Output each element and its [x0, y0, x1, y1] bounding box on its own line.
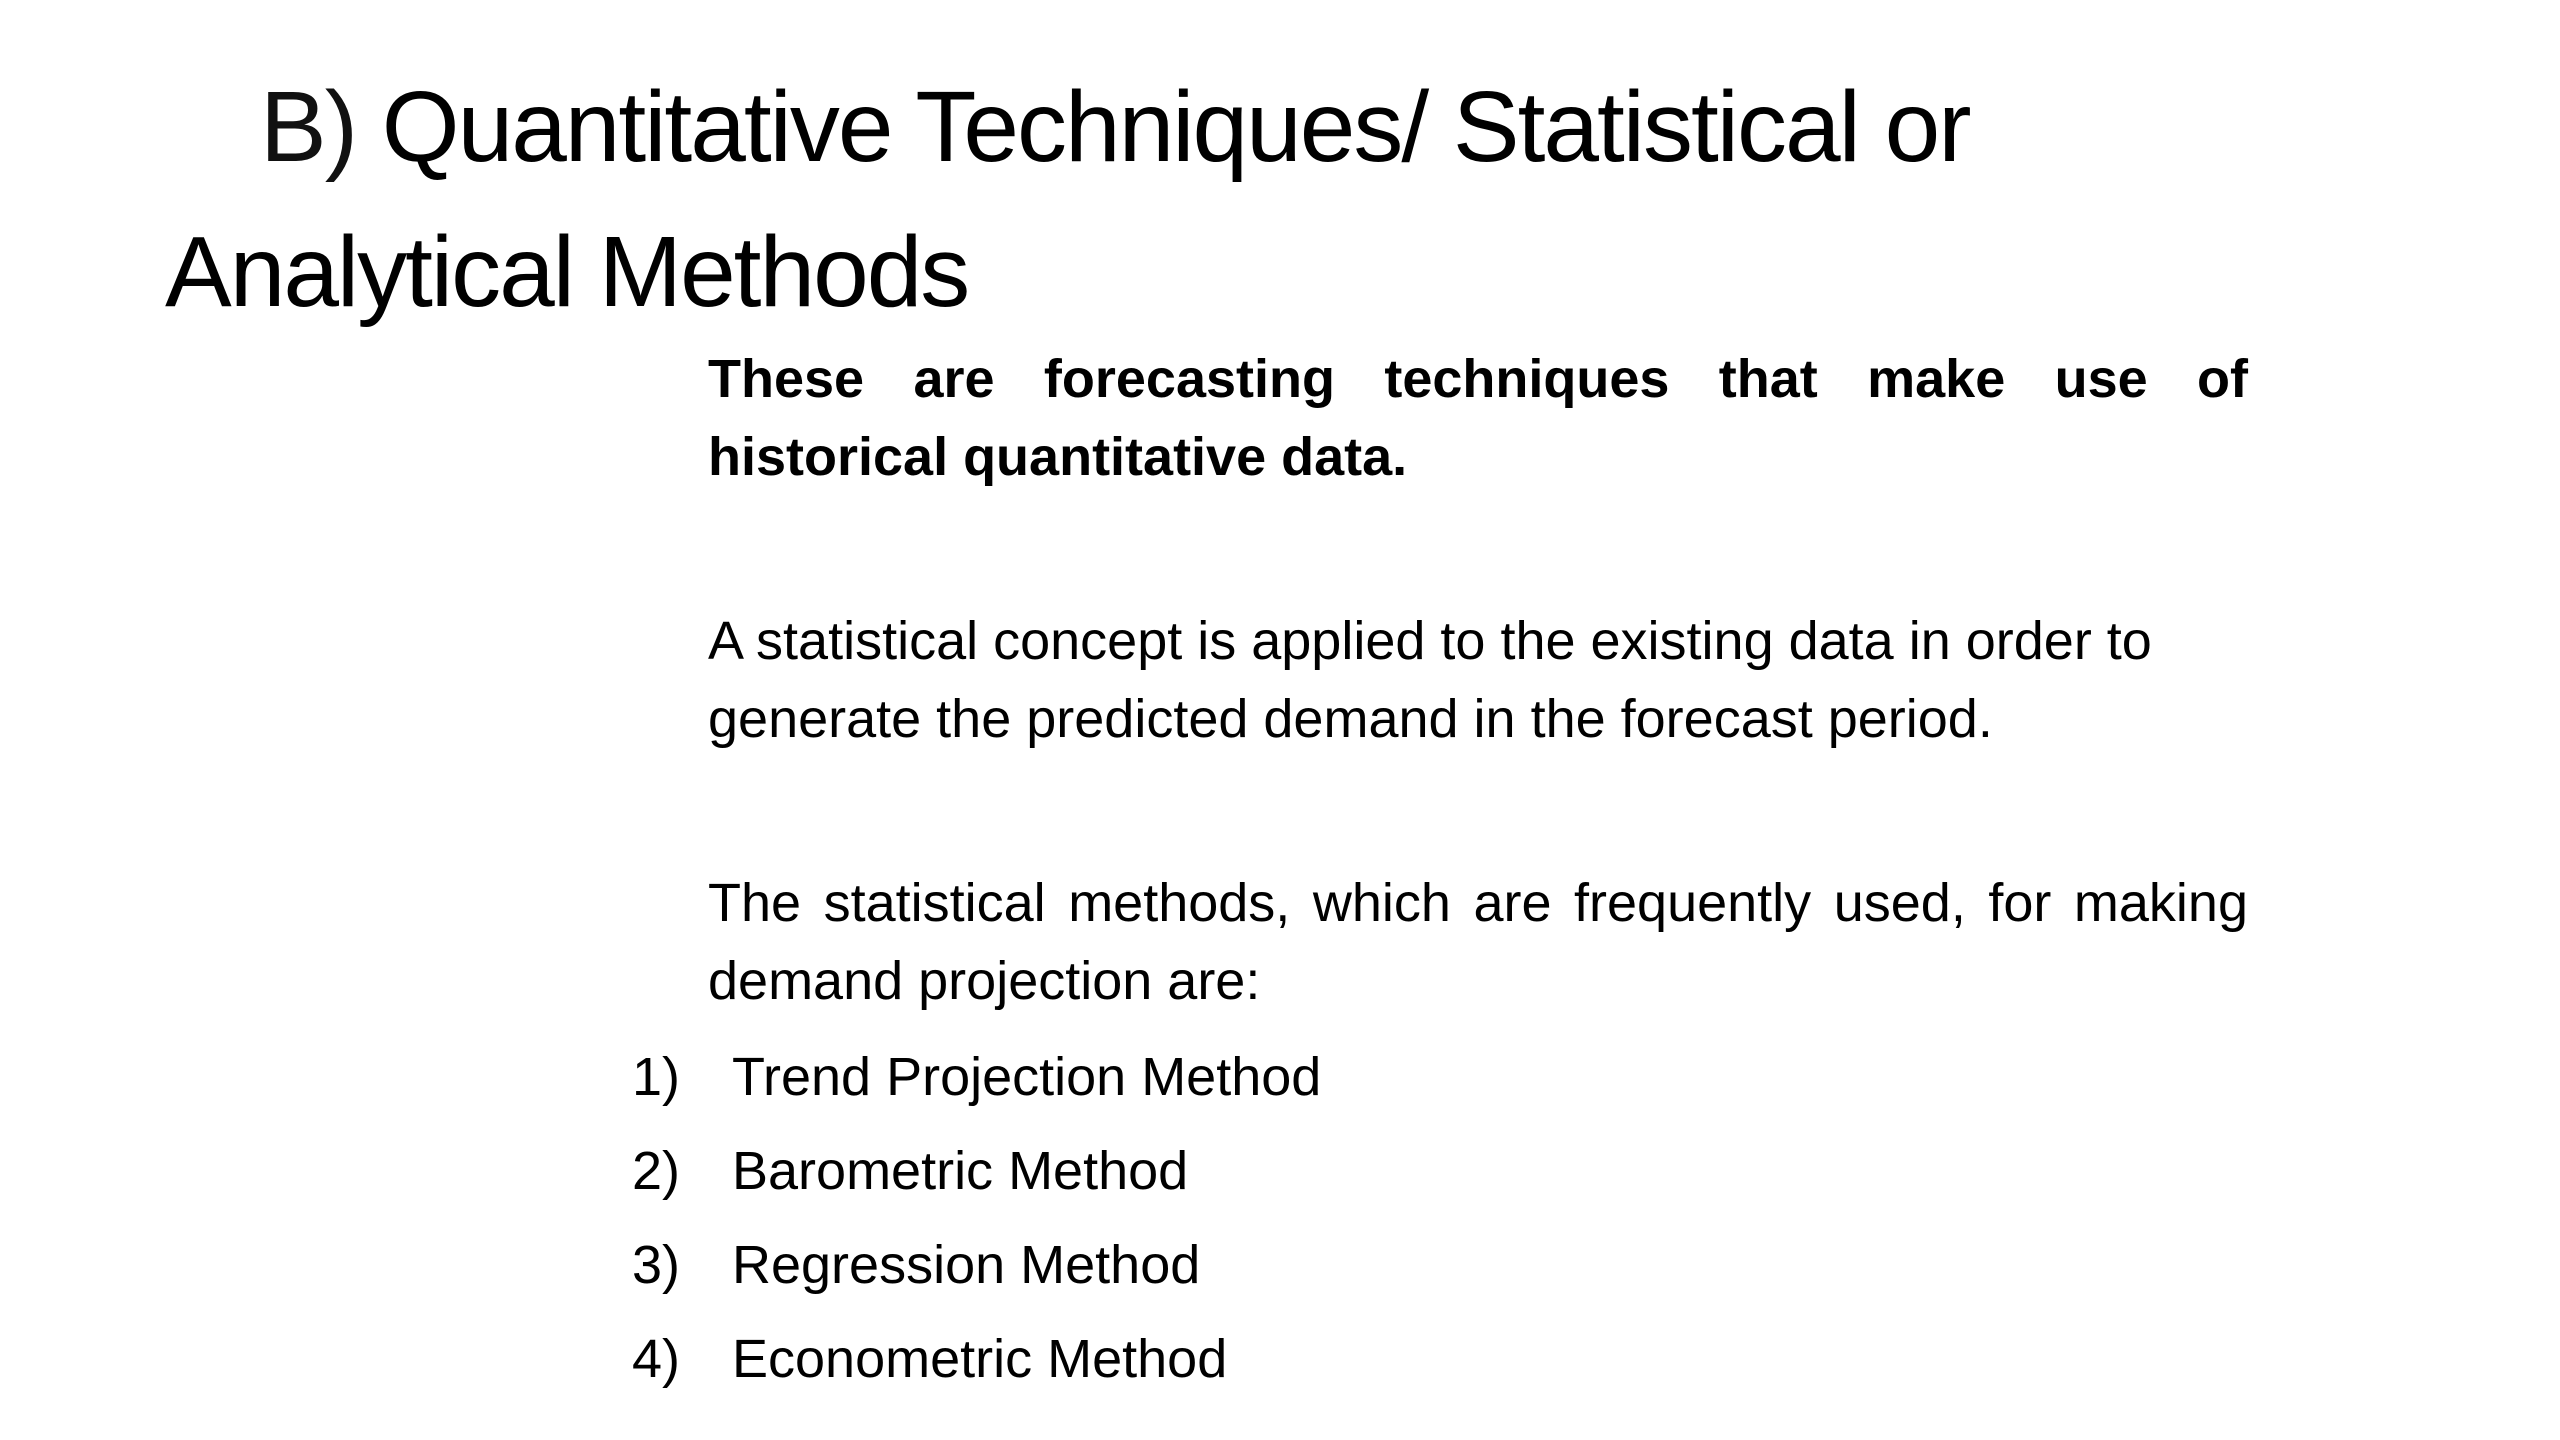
slide-body [708, 340, 2248, 1020]
list-item-number: 1) [632, 1047, 681, 1107]
list-item-label: Regression Method [732, 1235, 1201, 1295]
list-item-label: Trend Projection Method [732, 1047, 1322, 1107]
list-item-number: 3) [632, 1235, 681, 1295]
list-item [632, 1218, 1321, 1312]
methods-list [632, 1030, 1321, 1406]
title-prefix: B) [260, 71, 356, 183]
slide-title [165, 55, 2415, 345]
list-item [632, 1124, 1321, 1218]
title-line-1 [165, 55, 2415, 200]
list-item-label: Barometric Method [732, 1141, 1189, 1201]
concept-paragraph: A statistical concept is applied to the existing data in order to generate the predicted demand in the forecast period. [708, 611, 2152, 749]
title-line-2: Analytical Methods [165, 216, 969, 328]
list-item-label: Econometric Method [732, 1329, 1228, 1389]
list-item-number: 4) [632, 1329, 681, 1389]
title-line-1-text: Quantitative Techniques/ Statistical or [381, 71, 1970, 183]
list-item-number: 2) [632, 1141, 681, 1201]
definition-paragraph: These are forecasting techniques that make use of historical quantitative data. [708, 349, 2248, 487]
methods-intro-paragraph: The statistical methods, which are frequently used, for making demand projection are: [708, 873, 2248, 1011]
list-item [632, 1312, 1321, 1406]
list-item [632, 1030, 1321, 1124]
